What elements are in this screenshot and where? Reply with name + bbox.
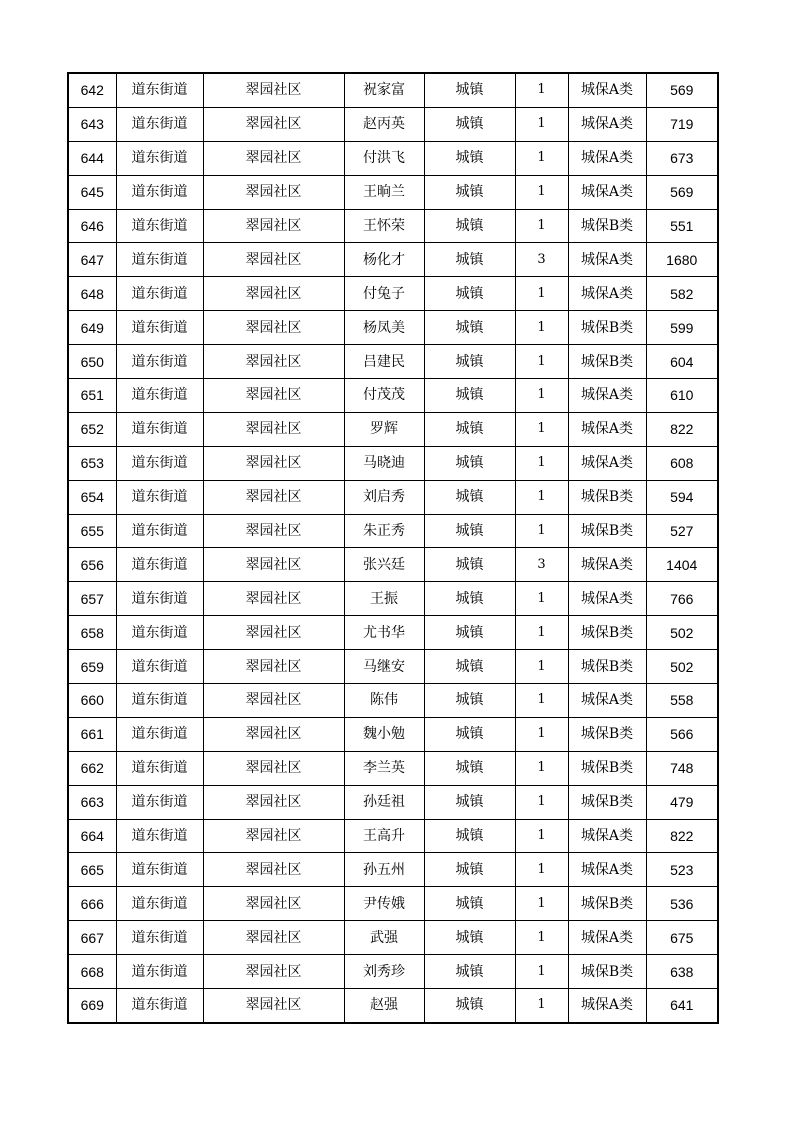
cell-subdistrict: 道东街道 bbox=[116, 412, 203, 446]
cell-amount: 719 bbox=[646, 107, 718, 141]
cell-member-count: 3 bbox=[515, 548, 568, 582]
cell-name: 尤书华 bbox=[344, 616, 424, 650]
cell-community: 翠园社区 bbox=[203, 650, 344, 684]
cell-member-count: 1 bbox=[515, 345, 568, 379]
cell-assistance-category: 城保A类 bbox=[568, 582, 646, 616]
cell-community: 翠园社区 bbox=[203, 175, 344, 209]
cell-member-count: 1 bbox=[515, 480, 568, 514]
cell-household-type: 城镇 bbox=[424, 921, 515, 955]
cell-subdistrict: 道东街道 bbox=[116, 514, 203, 548]
cell-amount: 610 bbox=[646, 379, 718, 413]
cell-amount: 502 bbox=[646, 650, 718, 684]
cell-community: 翠园社区 bbox=[203, 955, 344, 989]
cell-name: 杨凤美 bbox=[344, 311, 424, 345]
cell-household-type: 城镇 bbox=[424, 616, 515, 650]
table-row bbox=[68, 243, 718, 277]
cell-serial-number: 665 bbox=[68, 853, 116, 887]
cell-amount: 558 bbox=[646, 684, 718, 718]
table-row bbox=[68, 989, 718, 1023]
cell-name: 刘秀珍 bbox=[344, 955, 424, 989]
cell-household-type: 城镇 bbox=[424, 751, 515, 785]
table-row bbox=[68, 785, 718, 819]
cell-subdistrict: 道东街道 bbox=[116, 582, 203, 616]
cell-community: 翠园社区 bbox=[203, 73, 344, 107]
cell-name: 王振 bbox=[344, 582, 424, 616]
cell-member-count: 1 bbox=[515, 616, 568, 650]
cell-amount: 641 bbox=[646, 989, 718, 1023]
cell-amount: 502 bbox=[646, 616, 718, 650]
cell-name: 王晌兰 bbox=[344, 175, 424, 209]
cell-name: 付茂茂 bbox=[344, 379, 424, 413]
cell-assistance-category: 城保A类 bbox=[568, 277, 646, 311]
cell-member-count: 1 bbox=[515, 853, 568, 887]
cell-subdistrict: 道东街道 bbox=[116, 175, 203, 209]
cell-household-type: 城镇 bbox=[424, 412, 515, 446]
table-row bbox=[68, 514, 718, 548]
cell-household-type: 城镇 bbox=[424, 107, 515, 141]
cell-member-count: 1 bbox=[515, 785, 568, 819]
cell-household-type: 城镇 bbox=[424, 989, 515, 1023]
cell-amount: 748 bbox=[646, 751, 718, 785]
cell-assistance-category: 城保B类 bbox=[568, 785, 646, 819]
table-row bbox=[68, 853, 718, 887]
cell-serial-number: 643 bbox=[68, 107, 116, 141]
cell-community: 翠园社区 bbox=[203, 345, 344, 379]
cell-subdistrict: 道东街道 bbox=[116, 853, 203, 887]
cell-community: 翠园社区 bbox=[203, 379, 344, 413]
cell-serial-number: 669 bbox=[68, 989, 116, 1023]
cell-amount: 536 bbox=[646, 887, 718, 921]
cell-household-type: 城镇 bbox=[424, 887, 515, 921]
cell-household-type: 城镇 bbox=[424, 853, 515, 887]
cell-assistance-category: 城保A类 bbox=[568, 819, 646, 853]
cell-community: 翠园社区 bbox=[203, 277, 344, 311]
cell-community: 翠园社区 bbox=[203, 446, 344, 480]
cell-household-type: 城镇 bbox=[424, 819, 515, 853]
cell-assistance-category: 城保B类 bbox=[568, 616, 646, 650]
cell-subdistrict: 道东街道 bbox=[116, 209, 203, 243]
cell-name: 孙廷祖 bbox=[344, 785, 424, 819]
table-row bbox=[68, 412, 718, 446]
cell-community: 翠园社区 bbox=[203, 819, 344, 853]
cell-member-count: 1 bbox=[515, 412, 568, 446]
cell-assistance-category: 城保B类 bbox=[568, 650, 646, 684]
cell-subdistrict: 道东街道 bbox=[116, 73, 203, 107]
cell-name: 魏小勉 bbox=[344, 717, 424, 751]
cell-household-type: 城镇 bbox=[424, 141, 515, 175]
cell-member-count: 1 bbox=[515, 989, 568, 1023]
cell-community: 翠园社区 bbox=[203, 548, 344, 582]
cell-name: 孙五州 bbox=[344, 853, 424, 887]
cell-community: 翠园社区 bbox=[203, 582, 344, 616]
cell-amount: 599 bbox=[646, 311, 718, 345]
cell-serial-number: 658 bbox=[68, 616, 116, 650]
cell-member-count: 1 bbox=[515, 684, 568, 718]
cell-member-count: 1 bbox=[515, 887, 568, 921]
table-row bbox=[68, 141, 718, 175]
cell-community: 翠园社区 bbox=[203, 785, 344, 819]
cell-amount: 1404 bbox=[646, 548, 718, 582]
cell-serial-number: 661 bbox=[68, 717, 116, 751]
cell-name: 付兔子 bbox=[344, 277, 424, 311]
cell-serial-number: 644 bbox=[68, 141, 116, 175]
table-row bbox=[68, 446, 718, 480]
cell-household-type: 城镇 bbox=[424, 175, 515, 209]
cell-assistance-category: 城保B类 bbox=[568, 887, 646, 921]
cell-community: 翠园社区 bbox=[203, 853, 344, 887]
cell-household-type: 城镇 bbox=[424, 73, 515, 107]
cell-assistance-category: 城保B类 bbox=[568, 209, 646, 243]
cell-household-type: 城镇 bbox=[424, 582, 515, 616]
cell-serial-number: 647 bbox=[68, 243, 116, 277]
cell-community: 翠园社区 bbox=[203, 141, 344, 175]
cell-name: 王高升 bbox=[344, 819, 424, 853]
cell-subdistrict: 道东街道 bbox=[116, 446, 203, 480]
cell-community: 翠园社区 bbox=[203, 209, 344, 243]
cell-serial-number: 649 bbox=[68, 311, 116, 345]
cell-assistance-category: 城保A类 bbox=[568, 921, 646, 955]
cell-household-type: 城镇 bbox=[424, 514, 515, 548]
table-row bbox=[68, 73, 718, 107]
cell-amount: 566 bbox=[646, 717, 718, 751]
cell-serial-number: 655 bbox=[68, 514, 116, 548]
cell-serial-number: 650 bbox=[68, 345, 116, 379]
cell-community: 翠园社区 bbox=[203, 107, 344, 141]
table-row bbox=[68, 650, 718, 684]
cell-serial-number: 657 bbox=[68, 582, 116, 616]
cell-assistance-category: 城保A类 bbox=[568, 379, 646, 413]
cell-household-type: 城镇 bbox=[424, 480, 515, 514]
cell-amount: 523 bbox=[646, 853, 718, 887]
cell-household-type: 城镇 bbox=[424, 650, 515, 684]
cell-subdistrict: 道东街道 bbox=[116, 141, 203, 175]
table-row bbox=[68, 751, 718, 785]
cell-subdistrict: 道东街道 bbox=[116, 717, 203, 751]
cell-subdistrict: 道东街道 bbox=[116, 548, 203, 582]
cell-name: 马继安 bbox=[344, 650, 424, 684]
cell-subdistrict: 道东街道 bbox=[116, 650, 203, 684]
cell-subdistrict: 道东街道 bbox=[116, 243, 203, 277]
table-row bbox=[68, 887, 718, 921]
cell-assistance-category: 城保B类 bbox=[568, 480, 646, 514]
cell-assistance-category: 城保A类 bbox=[568, 412, 646, 446]
cell-household-type: 城镇 bbox=[424, 209, 515, 243]
cell-member-count: 1 bbox=[515, 73, 568, 107]
cell-member-count: 1 bbox=[515, 379, 568, 413]
cell-amount: 594 bbox=[646, 480, 718, 514]
cell-serial-number: 653 bbox=[68, 446, 116, 480]
cell-amount: 569 bbox=[646, 73, 718, 107]
cell-name: 王怀荣 bbox=[344, 209, 424, 243]
cell-amount: 604 bbox=[646, 345, 718, 379]
cell-serial-number: 651 bbox=[68, 379, 116, 413]
cell-community: 翠园社区 bbox=[203, 311, 344, 345]
cell-serial-number: 666 bbox=[68, 887, 116, 921]
cell-community: 翠园社区 bbox=[203, 751, 344, 785]
cell-household-type: 城镇 bbox=[424, 684, 515, 718]
cell-amount: 582 bbox=[646, 277, 718, 311]
cell-amount: 822 bbox=[646, 819, 718, 853]
table-row bbox=[68, 582, 718, 616]
cell-community: 翠园社区 bbox=[203, 514, 344, 548]
cell-serial-number: 652 bbox=[68, 412, 116, 446]
cell-assistance-category: 城保A类 bbox=[568, 243, 646, 277]
table-row bbox=[68, 548, 718, 582]
cell-household-type: 城镇 bbox=[424, 955, 515, 989]
cell-name: 付洪飞 bbox=[344, 141, 424, 175]
table-row bbox=[68, 345, 718, 379]
cell-community: 翠园社区 bbox=[203, 717, 344, 751]
table-body bbox=[68, 73, 718, 1023]
cell-assistance-category: 城保A类 bbox=[568, 989, 646, 1023]
cell-member-count: 1 bbox=[515, 921, 568, 955]
cell-community: 翠园社区 bbox=[203, 616, 344, 650]
cell-assistance-category: 城保A类 bbox=[568, 853, 646, 887]
cell-amount: 551 bbox=[646, 209, 718, 243]
table-row bbox=[68, 684, 718, 718]
cell-household-type: 城镇 bbox=[424, 446, 515, 480]
cell-serial-number: 668 bbox=[68, 955, 116, 989]
table-row bbox=[68, 311, 718, 345]
cell-assistance-category: 城保A类 bbox=[568, 548, 646, 582]
cell-name: 张兴廷 bbox=[344, 548, 424, 582]
cell-name: 刘启秀 bbox=[344, 480, 424, 514]
cell-serial-number: 646 bbox=[68, 209, 116, 243]
cell-member-count: 1 bbox=[515, 311, 568, 345]
table-row bbox=[68, 717, 718, 751]
table-row bbox=[68, 379, 718, 413]
cell-assistance-category: 城保A类 bbox=[568, 684, 646, 718]
cell-member-count: 1 bbox=[515, 514, 568, 548]
cell-member-count: 1 bbox=[515, 819, 568, 853]
cell-amount: 1680 bbox=[646, 243, 718, 277]
cell-subdistrict: 道东街道 bbox=[116, 311, 203, 345]
cell-community: 翠园社区 bbox=[203, 887, 344, 921]
cell-amount: 527 bbox=[646, 514, 718, 548]
cell-member-count: 1 bbox=[515, 107, 568, 141]
cell-name: 马晓迪 bbox=[344, 446, 424, 480]
cell-amount: 822 bbox=[646, 412, 718, 446]
cell-member-count: 1 bbox=[515, 582, 568, 616]
cell-name: 吕建民 bbox=[344, 345, 424, 379]
cell-household-type: 城镇 bbox=[424, 785, 515, 819]
cell-assistance-category: 城保A类 bbox=[568, 175, 646, 209]
cell-assistance-category: 城保A类 bbox=[568, 446, 646, 480]
cell-serial-number: 645 bbox=[68, 175, 116, 209]
cell-member-count: 1 bbox=[515, 650, 568, 684]
cell-subdistrict: 道东街道 bbox=[116, 785, 203, 819]
cell-serial-number: 663 bbox=[68, 785, 116, 819]
cell-member-count: 1 bbox=[515, 277, 568, 311]
cell-serial-number: 654 bbox=[68, 480, 116, 514]
cell-subdistrict: 道东街道 bbox=[116, 751, 203, 785]
cell-name: 李兰英 bbox=[344, 751, 424, 785]
cell-member-count: 1 bbox=[515, 209, 568, 243]
cell-assistance-category: 城保A类 bbox=[568, 73, 646, 107]
cell-subdistrict: 道东街道 bbox=[116, 819, 203, 853]
cell-household-type: 城镇 bbox=[424, 243, 515, 277]
cell-name: 杨化才 bbox=[344, 243, 424, 277]
cell-subdistrict: 道东街道 bbox=[116, 684, 203, 718]
cell-household-type: 城镇 bbox=[424, 548, 515, 582]
cell-assistance-category: 城保B类 bbox=[568, 345, 646, 379]
cell-amount: 766 bbox=[646, 582, 718, 616]
cell-member-count: 1 bbox=[515, 955, 568, 989]
table-row bbox=[68, 480, 718, 514]
cell-subdistrict: 道东街道 bbox=[116, 345, 203, 379]
cell-household-type: 城镇 bbox=[424, 311, 515, 345]
table-row bbox=[68, 955, 718, 989]
cell-community: 翠园社区 bbox=[203, 989, 344, 1023]
cell-subdistrict: 道东街道 bbox=[116, 887, 203, 921]
table-row bbox=[68, 616, 718, 650]
relief-roster-table bbox=[67, 72, 719, 1024]
cell-name: 朱正秀 bbox=[344, 514, 424, 548]
cell-amount: 479 bbox=[646, 785, 718, 819]
cell-serial-number: 642 bbox=[68, 73, 116, 107]
cell-serial-number: 667 bbox=[68, 921, 116, 955]
table-row bbox=[68, 277, 718, 311]
cell-name: 罗辉 bbox=[344, 412, 424, 446]
cell-serial-number: 656 bbox=[68, 548, 116, 582]
cell-member-count: 1 bbox=[515, 141, 568, 175]
cell-amount: 569 bbox=[646, 175, 718, 209]
cell-subdistrict: 道东街道 bbox=[116, 107, 203, 141]
cell-subdistrict: 道东街道 bbox=[116, 955, 203, 989]
cell-subdistrict: 道东街道 bbox=[116, 277, 203, 311]
cell-member-count: 1 bbox=[515, 446, 568, 480]
cell-name: 尹传娥 bbox=[344, 887, 424, 921]
cell-serial-number: 660 bbox=[68, 684, 116, 718]
cell-subdistrict: 道东街道 bbox=[116, 989, 203, 1023]
table-row bbox=[68, 819, 718, 853]
cell-amount: 638 bbox=[646, 955, 718, 989]
table-row bbox=[68, 175, 718, 209]
cell-assistance-category: 城保B类 bbox=[568, 751, 646, 785]
cell-name: 陈伟 bbox=[344, 684, 424, 718]
cell-subdistrict: 道东街道 bbox=[116, 921, 203, 955]
cell-member-count: 1 bbox=[515, 751, 568, 785]
cell-name: 赵丙英 bbox=[344, 107, 424, 141]
cell-assistance-category: 城保B类 bbox=[568, 717, 646, 751]
cell-community: 翠园社区 bbox=[203, 243, 344, 277]
cell-name: 武强 bbox=[344, 921, 424, 955]
cell-household-type: 城镇 bbox=[424, 717, 515, 751]
cell-member-count: 1 bbox=[515, 175, 568, 209]
cell-amount: 608 bbox=[646, 446, 718, 480]
cell-member-count: 3 bbox=[515, 243, 568, 277]
cell-subdistrict: 道东街道 bbox=[116, 379, 203, 413]
cell-name: 祝家富 bbox=[344, 73, 424, 107]
cell-subdistrict: 道东街道 bbox=[116, 616, 203, 650]
cell-member-count: 1 bbox=[515, 717, 568, 751]
cell-assistance-category: 城保B类 bbox=[568, 514, 646, 548]
cell-serial-number: 664 bbox=[68, 819, 116, 853]
cell-name: 赵强 bbox=[344, 989, 424, 1023]
cell-serial-number: 662 bbox=[68, 751, 116, 785]
cell-assistance-category: 城保A类 bbox=[568, 141, 646, 175]
table-row bbox=[68, 921, 718, 955]
cell-serial-number: 648 bbox=[68, 277, 116, 311]
cell-assistance-category: 城保A类 bbox=[568, 107, 646, 141]
cell-community: 翠园社区 bbox=[203, 412, 344, 446]
cell-serial-number: 659 bbox=[68, 650, 116, 684]
cell-community: 翠园社区 bbox=[203, 921, 344, 955]
cell-amount: 675 bbox=[646, 921, 718, 955]
cell-subdistrict: 道东街道 bbox=[116, 480, 203, 514]
cell-community: 翠园社区 bbox=[203, 480, 344, 514]
cell-assistance-category: 城保B类 bbox=[568, 955, 646, 989]
cell-household-type: 城镇 bbox=[424, 277, 515, 311]
cell-amount: 673 bbox=[646, 141, 718, 175]
cell-household-type: 城镇 bbox=[424, 379, 515, 413]
cell-household-type: 城镇 bbox=[424, 345, 515, 379]
table-row bbox=[68, 107, 718, 141]
cell-community: 翠园社区 bbox=[203, 684, 344, 718]
cell-assistance-category: 城保B类 bbox=[568, 311, 646, 345]
table-row bbox=[68, 209, 718, 243]
